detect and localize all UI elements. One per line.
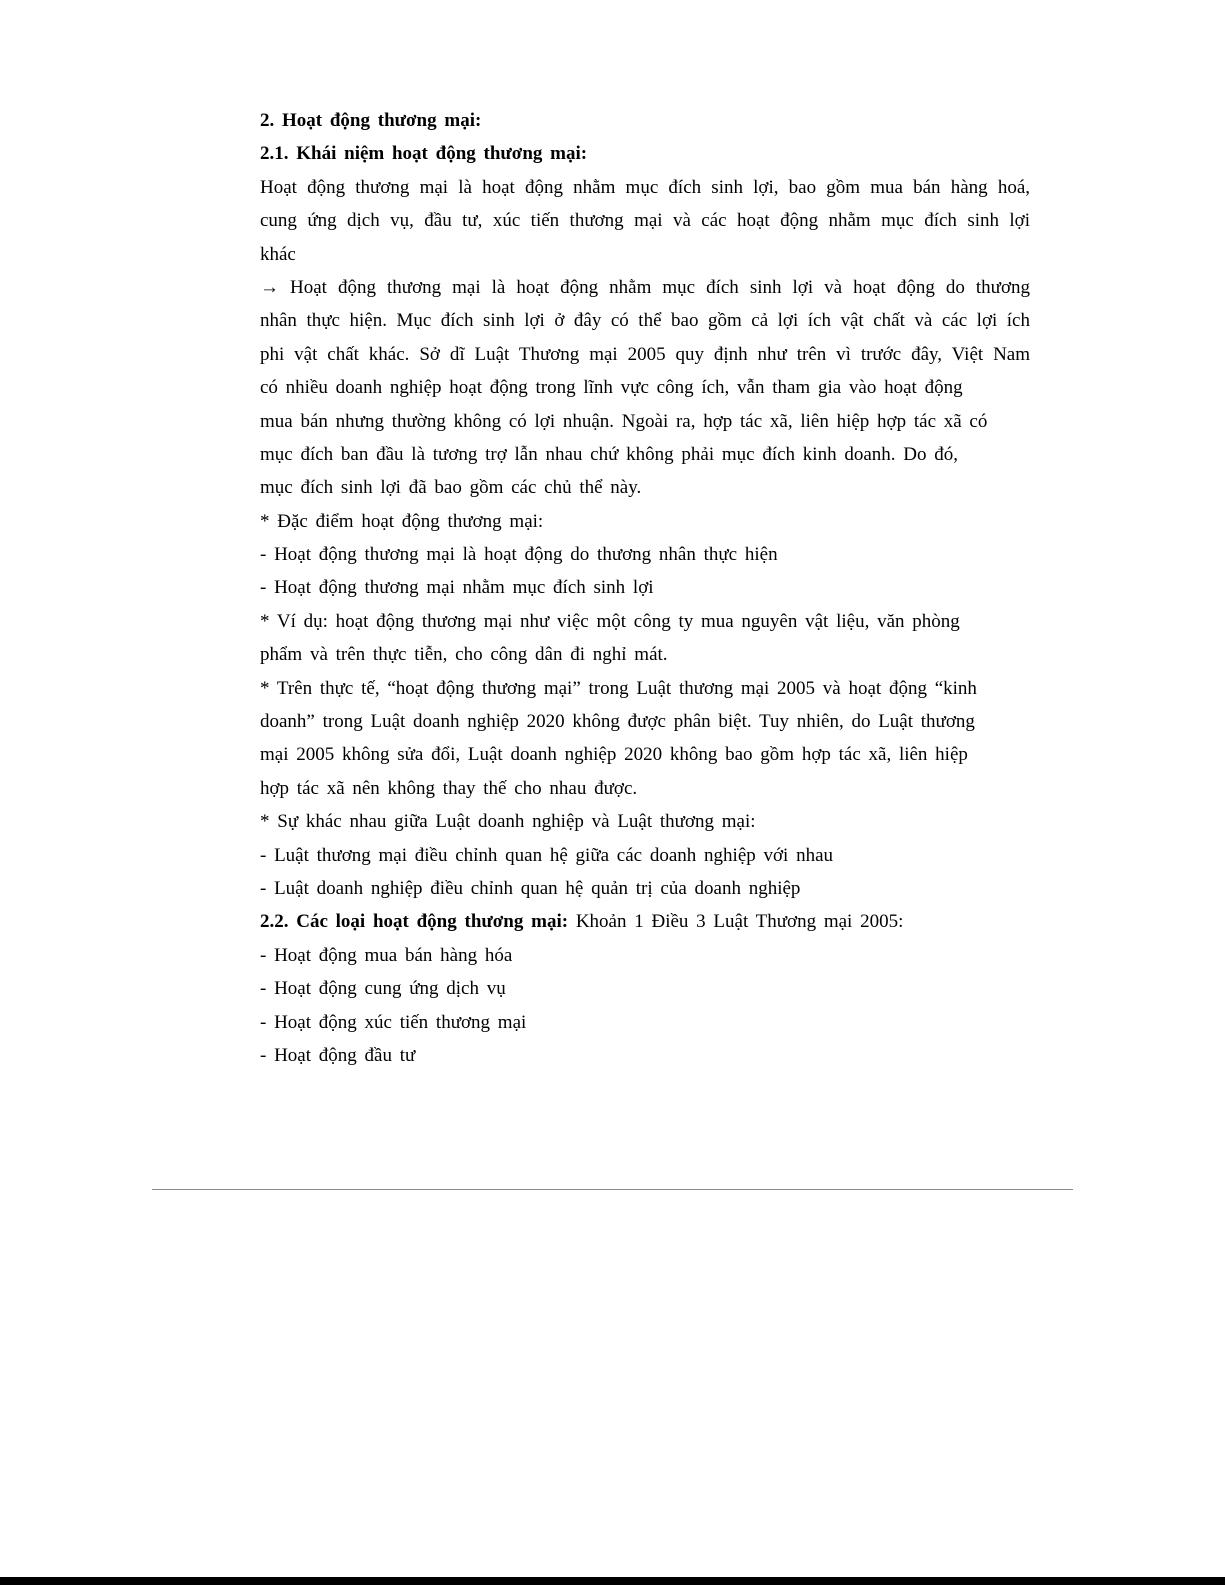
bottom-edge-bar [0,1577,1225,1585]
text-line: phẩm và trên thực tiễn, cho công dân đi nghỉ mát. [260,644,668,666]
section-heading-2-2 [260,905,1030,938]
list-item: - Hoạt động thương mại nhằm mục đích sinh lợi [260,577,654,599]
text-line: khác [260,243,296,265]
differences-title: * Sự khác nhau giữa Luật doanh nghiệp và Luật thương mại: [260,811,756,833]
section-heading-2-1: 2.1. Khái niệm hoạt động thương mại: [260,143,588,165]
explanation-paragraph [260,271,1030,505]
text-line: hợp tác xã nên không thay thế cho nhau được. [260,777,638,799]
heading-2-2-reference: Khoản 1 Điều 3 Luật Thương mại 2005: [568,911,904,933]
page-divider [152,1189,1073,1190]
example-paragraph [260,605,1030,672]
definition-paragraph [260,171,1030,271]
list-item: - Hoạt động mua bán hàng hóa [260,944,513,966]
text-line: * Trên thực tế, “hoạt động thương mại” trong Luật thương mại 2005 và hoạt động “kinh [260,677,977,699]
list-item: - Hoạt động đầu tư [260,1044,416,1066]
text-line: mục đích ban đầu là tương trợ lẫn nhau chứ không phải mục đích kinh doanh. Do đó, [260,443,958,465]
section-heading-2: 2. Hoạt động thương mại: [260,110,482,131]
list-item: - Hoạt động xúc tiến thương mại [260,1011,527,1033]
list-item: - Hoạt động cung ứng dịch vụ [260,978,506,1000]
document-body [260,104,1030,1072]
text-line: mua bán nhưng thường không có lợi nhuận. Ngoài ra, hợp tác xã, liên hiệp hợp tác xã có [260,410,988,432]
text-line: phi vật chất khác. Sở dĩ Luật Thương mại 2005 quy định như trên vì trước đây, Việt Nam [260,343,1030,365]
features-title: * Đặc điểm hoạt động thương mại: [260,510,544,532]
list-item: - Hoạt động thương mại là hoạt động do thương nhân thực hiện [260,544,778,566]
practice-paragraph [260,672,1030,806]
text-line: → Hoạt động thương mại là hoạt động nhằm mục đích sinh lợi và hoạt động do thương [260,276,1030,298]
text-line: doanh” trong Luật doanh nghiệp 2020 không được phân biệt. Tuy nhiên, do Luật thương [260,711,975,733]
features-list [260,538,1030,605]
list-item: - Luật thương mại điều chỉnh quan hệ giữa các doanh nghiệp với nhau [260,844,834,866]
differences-list [260,839,1030,906]
text-line: có nhiều doanh nghiệp hoạt động trong lĩnh vực công ích, vẫn tham gia vào hoạt động [260,377,963,399]
text-line: mại 2005 không sửa đổi, Luật doanh nghiệp 2020 không bao gồm hợp tác xã, liên hiệp [260,744,968,766]
types-list [260,939,1030,1073]
text-line: mục đích sinh lợi đã bao gồm các chủ thể này. [260,477,642,499]
text-line: cung ứng dịch vụ, đầu tư, xúc tiến thương mại và các hoạt động nhằm mục đích sinh lợi [260,210,1030,232]
text-line: nhân thực hiện. Mục đích sinh lợi ở đây có thể bao gồm cả lợi ích vật chất và các lợi ích [260,310,1030,332]
text-line: * Ví dụ: hoạt động thương mại như việc một công ty mua nguyên vật liệu, văn phòng [260,610,960,632]
list-item: - Luật doanh nghiệp điều chỉnh quan hệ quản trị của doanh nghiệp [260,877,801,899]
heading-2-2-title: 2.2. Các loại hoạt động thương mại: [260,911,569,933]
text-line: Hoạt động thương mại là hoạt động nhằm mục đích sinh lợi, bao gồm mua bán hàng hoá, [260,176,1030,198]
